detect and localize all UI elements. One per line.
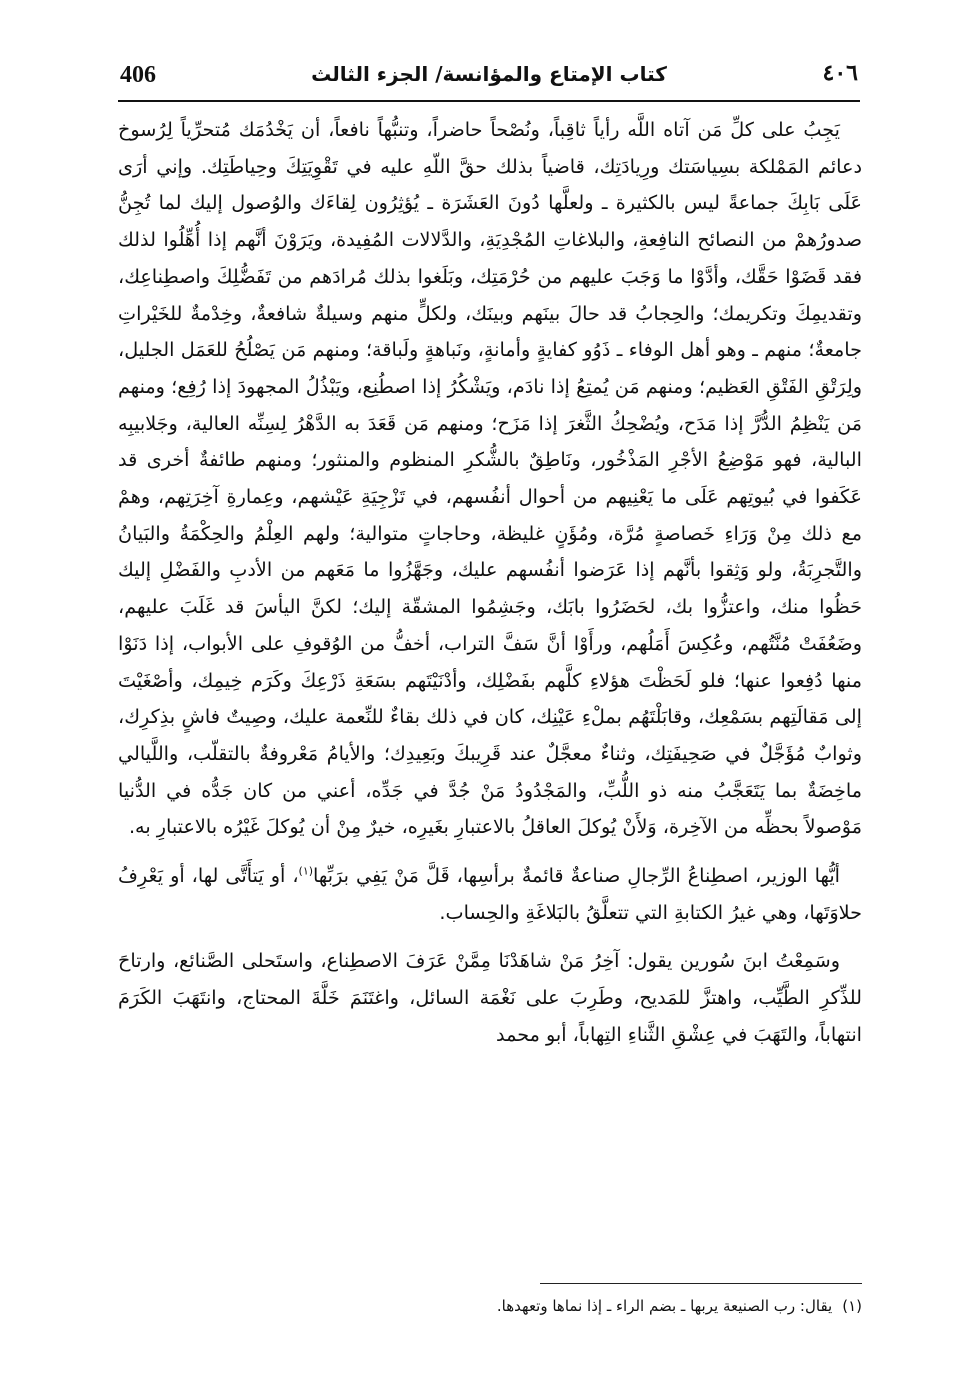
body-text bbox=[118, 112, 862, 1054]
footnote-rule bbox=[540, 1283, 862, 1284]
running-title: كتاب الإمتاع والمؤانسة/ الجزء الثالث bbox=[311, 62, 667, 86]
page-number-arabic: ٤٠٦ bbox=[822, 60, 858, 86]
footnote-text: يقال: رب الصنيعة يربها ـ بضم الراء ـ إذا نماها وتعهدها. bbox=[496, 1297, 833, 1315]
header-rule bbox=[118, 100, 860, 102]
paragraph-2 bbox=[118, 858, 862, 931]
paragraph-2-text-end: ، أو يَتأَتَّى لها، أو يَعْرِفُ حلاوَتَها، وهي غيرُ الكتابةِ التي تتعلَّقُ بالبَلاغَةِ والحِساب. bbox=[118, 864, 862, 924]
page-number-latin: 406 bbox=[120, 62, 156, 88]
paragraph-3: وسَمِعْتُ ابنَ سُورين يقول: آخِرُ مَنْ شاهَدْنَا مِمَّنْ عَرَفَ الاصطِناع، واستَحلى الصَّنائع، وارتاحَ للذِّكرِ الطَّيِّب، واهتزَّ للمَديح، وطَرِبَ على نَغْمَة السائل، واغتَنَمَ خَلَّةَ المحتاج، وانتَهَبَ الكَرَمَ انتهاباً، والتَهَبَ في عِشْقِ الثَّناءِ التِهاباً، أبو محمد bbox=[118, 949, 862, 1046]
footnote bbox=[118, 1293, 862, 1319]
footnote-marker: (١) bbox=[842, 1297, 862, 1315]
paragraph-1: يَجِبُ على كلِّ مَن آتاه اللَّه رأياً ثاقِباً، ونُصْحاً حاضراً، وتنبُّهاً نافعاً، أن يَخْدُمَك مُتحرِّياً لِرُسوخ دعائم المَمْلكة بسِياسَتك ورِيادَتِك، قاضياً بذلك حقَّ اللّهِ عليه في تَقْوِيَتِكَ وحِياطَتِك. وإني أرَى عَلَى بَابِكَ جماعةً ليس بالكثيرة ـ ولعلَّها دُونَ العَشَرَة ـ يُؤثِرُون لِقاءَك والوُصول إليك لما تُجِنُّ صدورُهمْ من النصائح النافِعةِ، والبلاغاتِ المُجْدِيَةِ، والدَّلالات المُفِيدة، ويَرَوْنَ أنَّهم إذا أُهِّلُوا لذلك فقد قَضَوْا حَقَّك، وأدَّوْا ما وَجَبَ عليهم من حُرْمَتِك، وبَلَغوا بذلك مُرادَهم من تَفَضُّلِكَ واصطِناعِك، وتقديمِكَ وتكريمك؛ والحِجابُ قد حالَ بينَهم وبينَك، ولكلٍّ منهم وسيلةٌ شافعةٌ، وخِدْمةٌ للخَيْراتِ جامعةٌ؛ منهم ـ وهو أهل الوفاء ـ ذَوُو كفايةٍ وأمانةٍ، ونَباهةٍ ولَباقة؛ ومنهم مَن يَصْلُحُ للعَمَل الجليل، ولِرَتْقِ الفَتْقِ العَظيم؛ ومنهم مَن يُمتِعُ إذا نادَم، ويَشْكُرُ إذا اصطُنِع، ويَبْذُلُ المجهودَ إذا رُفِع؛ ومنهم مَن يَنْظِمُ الدُّرَّ إذا مَدَح، ويُضْحِكُ الثَّغرَ إذا مَزَح؛ ومنهم مَن قَعَدَ به الدَّهْرُ لِسِنِّه العالية، وجَلابيبِه البالية، فهو مَوْضِعُ الأجْرِ المَذْخُور، ونَاطِقٌ بالشُّكرِ المنظوم والمنثور؛ ومنهم طائفةٌ أخرى قد عَكَفوا في بُيوتِهم عَلَى ما يَعْنِيهم من أحوال أنفُسهم، في تَزْجِيَةِ عَيْشهم، وعِمارةِ آخِرَتِهم، وهمْ مع ذلك مِنْ وَرَاءِ خَصاصةٍ مُرَّة، ومُؤَنٍ غليظة، وحاجاتٍ متوالية؛ ولهم العِلْمُ والحِكْمَةُ والبَيانُ والتَّجرِبَةُ، ولو وَثِقوا بأنَّهم إذا عَرَضوا أنفُسهم عليك، وجَهَّزُوا ما مَعَهم من الأدبِ والفَضْلِ إليك حَظُوا منك، واعتزُّوا بك، لحَضَرُوا بابَك، وجَشِمُوا المشقّة إليك؛ لكنَّ اليأسَ قد غَلَبَ عليهم، وضَعُفَتْ مُنَّتُهم، وعُكِسَ أَمَلُهم، ورأَوْا أنَّ سَفَّ التراب، أخفُّ من الوُقوفِ على الأبواب، إذا دَنَوْا منها دُفِعوا عنها؛ فلو لَحَظْتَ هؤلاءِ كلَّهم بفَضْلِك، وأدْنَيْتَهم بسَعَةِ ذَرْعِكَ وكَرَم خِيمِك، وأصْغَيْتَ إلى مَقالَتِهم بسَمْعِك، وقابَلْتَهُم بملْءِ عَيْنِك، كان في ذلك بقاءٌ للنِّعمة عليك، وصِيتٌ فاشٍ بذِكرِك، وثوابٌ مُؤَجَّلٌ في صَحِيفَتِك، وثناءٌ معجَّلٌ عند قَرِيبكَ وبَعِيدِك؛ والأيامُ مَعْروفةٌ بالتقلّب، واللَّيالي ماخِضَةٌ بما يَتَعَجَّبُ منه ذو اللُّبِّ، والمَجْدُودُ مَنْ جُدَّ في جَدِّه، أعني من كان جَدُّه في الدُّنيا مَوْصولاً بحظِّه من الآخِرة، وَلأَنْ يُوكلَ العاقلُ بالاعتبارِ بغَيرِه، خيرٌ مِنْ أن يُوكلَ غَيْرُه بالاعتبارِ به. bbox=[118, 118, 862, 839]
paragraph-2-text-start: أيُّها الوزير، اصطِناعُ الرِّجالِ صناعةٌ قائمةٌ برأسِها، قَلَّ مَنْ يَفِي برَبِّها bbox=[313, 864, 840, 888]
footnote-reference: (١) bbox=[298, 864, 314, 878]
page-header bbox=[120, 60, 858, 96]
